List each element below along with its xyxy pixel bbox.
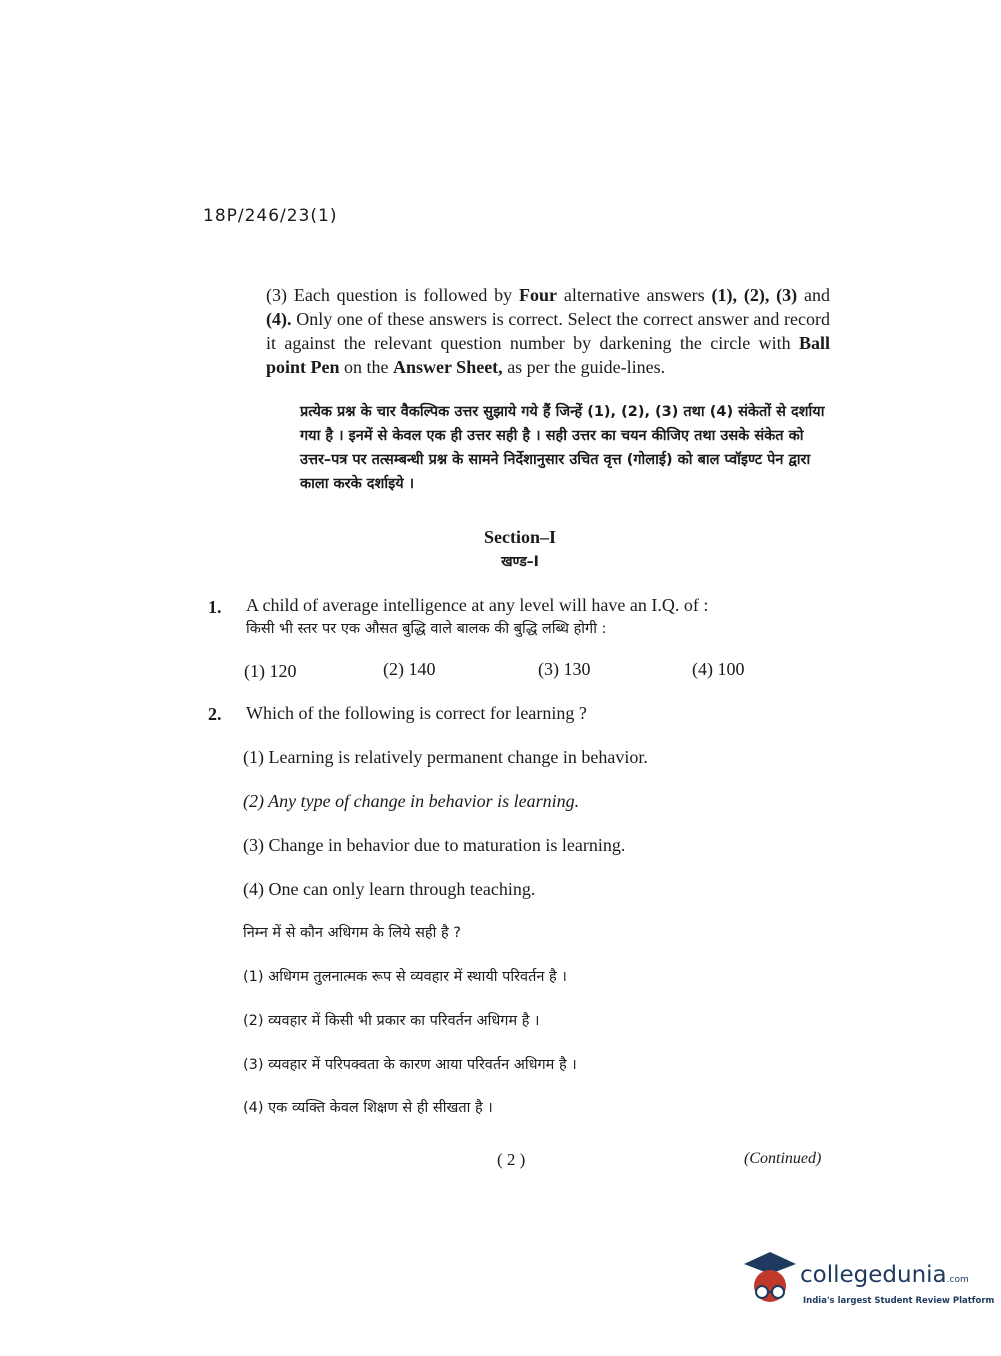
question-text: A child of average intelligence at any level will have an I.Q. of : (246, 595, 709, 615)
option-hindi: (1) अधिगम तुलनात्मक रूप से व्यवहार में स्थायी परिवर्तन है । (243, 969, 567, 985)
paper-code: 18P/246/23(1) (203, 206, 338, 226)
option-hindi: (2) व्यवहार में किसी भी प्रकार का परिवर्तन अधिगम है । (243, 1013, 540, 1029)
instruction-number: (3) (266, 285, 287, 305)
instruction-bold: Four (519, 285, 558, 305)
instruction-text: on the (344, 357, 389, 377)
option: (4) One can only learn through teaching. (243, 879, 536, 899)
question-text: Which of the following is correct for learning ? (246, 703, 587, 723)
instruction-text: Only one of these answers is correct. Select the correct answer and record it against the relevant question number by darkening the circle with (266, 309, 831, 353)
option: (2) Any type of change in behavior is learning. (243, 791, 580, 811)
option: (1) Learning is relatively permanent change in behavior. (243, 747, 648, 767)
instruction-text: and (804, 285, 830, 305)
option-hindi: (4) एक व्यक्ति केवल शिक्षण से ही सीखता है । (243, 1100, 493, 1116)
instruction-english (266, 283, 830, 379)
brand-suffix: .com (946, 1275, 969, 1285)
watermark-brand (800, 1262, 969, 1288)
section-title-hindi: खण्ड–I (501, 554, 539, 570)
instruction-text: as per the guide-lines. (507, 357, 666, 377)
instruction-bold: Ball point Pen (266, 333, 830, 377)
question-number: 2. (208, 704, 222, 724)
brand-name: collegedunia (800, 1262, 947, 1288)
question-text-hindi: किसी भी स्तर पर एक औसत बुद्धि वाले बालक की बुद्धि लब्धि होगी : (246, 621, 607, 637)
option: (1) 120 (244, 661, 297, 681)
instruction-hindi: प्रत्येक प्रश्न के चार वैकल्पिक उत्तर सुझाये गये हैं जिन्हें (1), (2), (3) तथा (4) संकेतों से दर्शाया गया है । इनमें से केवल एक ही उत्तर सही है । सही उत्तर का चयन कीजिए तथा उसके संकेत को उत्तर–पत्र पर तत्सम्बन्धी प्रश्न के सामने निर्देशानुसार उचित वृत्त (गोलाई) को बाल प्वॉइण्ट पेन द्वारा काला करके दर्शाइये । (300, 404, 825, 492)
option: (2) 140 (383, 659, 436, 679)
option: (3) 130 (538, 659, 591, 679)
instruction-text: Each question is followed by (293, 285, 513, 305)
watermark-tagline: India's largest Student Review Platform (803, 1296, 995, 1306)
option: (3) Change in behavior due to maturation is learning. (243, 835, 626, 855)
option: (4) 100 (692, 659, 745, 679)
option-hindi: (3) व्यवहार में परिपक्वता के कारण आया परिवर्तन अधिगम है । (243, 1057, 577, 1073)
instruction-text: alternative answers (563, 285, 705, 305)
instruction-bold: (1), (2), (3) (711, 285, 798, 305)
section-title: Section–I (484, 527, 556, 547)
collegedunia-logo-icon (742, 1250, 798, 1312)
instruction-bold: (4). (266, 309, 292, 329)
continued-label: (Continued) (744, 1150, 822, 1167)
page-number: ( 2 ) (497, 1150, 526, 1169)
question-number: 1. (208, 597, 222, 617)
instruction-bold: Answer Sheet, (393, 357, 503, 377)
question-text-hindi: निम्न में से कौन अधिगम के लिये सही है ? (243, 925, 462, 941)
